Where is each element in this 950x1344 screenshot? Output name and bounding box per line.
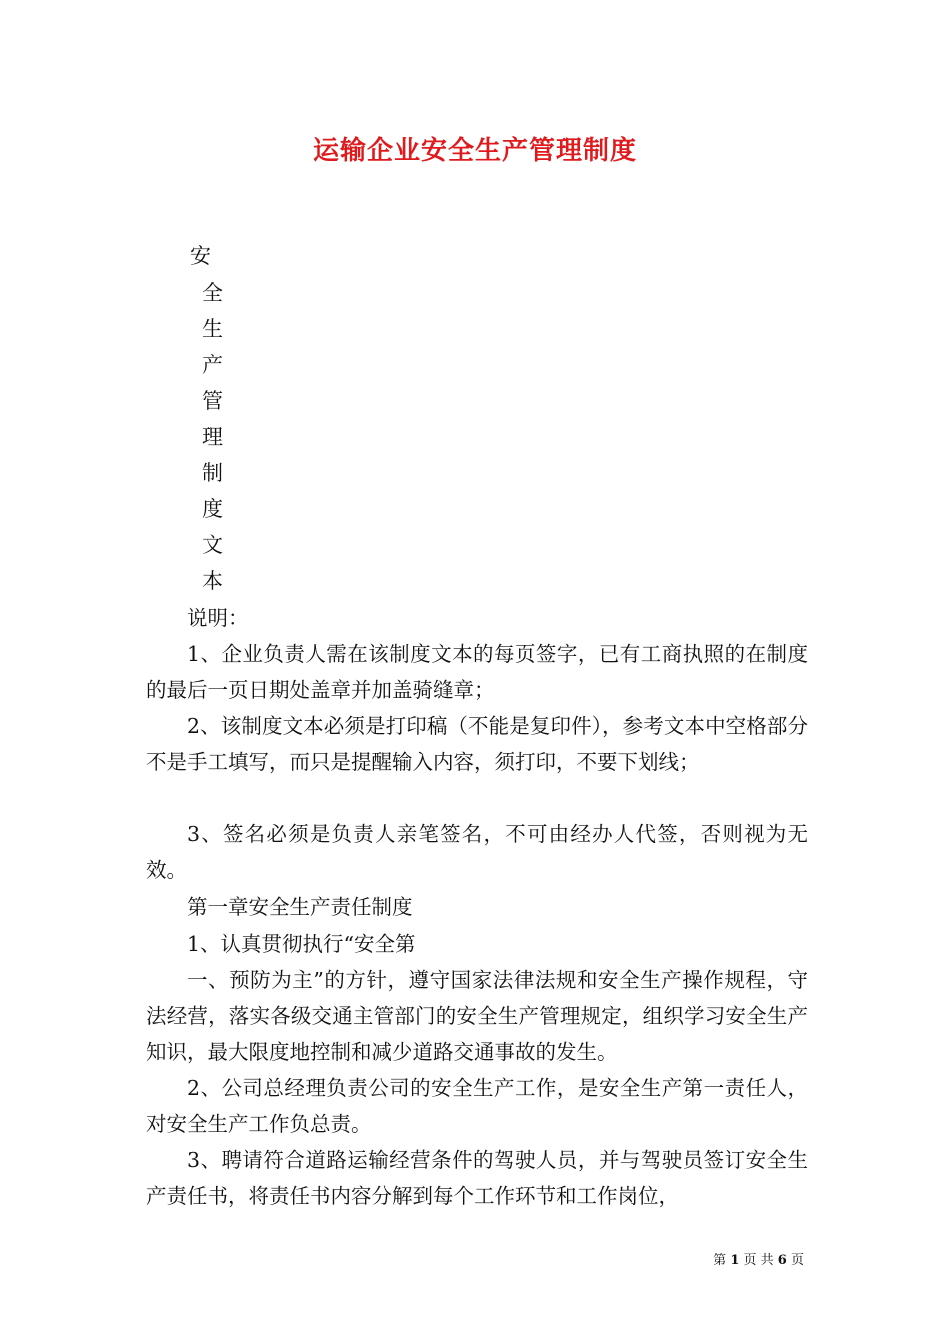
document-title: 运输企业安全生产管理制度: [312, 136, 637, 166]
paragraph-note-heading: 说明：: [187, 606, 249, 630]
vertical-heading-char: 安: [190, 244, 211, 268]
vertical-heading-char: 全: [202, 281, 223, 305]
footer-total-pages: 6: [777, 1253, 787, 1268]
paragraph-item-1-cont: 一、预防为主”的方针，遵守国家法律法规和安全生产操作规程，守法经营，落实各级交通主管部门的安全生产管理规定，组织学习安全生产知识，最大限度地控制和减少道路交通事故的发生。: [146, 968, 808, 1064]
vertical-heading-char: 文: [202, 533, 223, 557]
paragraph-note-1: 1、企业负责人需在该制度文本的每页签字，已有工商执照的在制度的最后一页日期处盖章并加盖骑缝章；: [146, 642, 808, 702]
vertical-heading-char: 理: [202, 425, 223, 449]
footer-page-number: 1: [730, 1253, 740, 1268]
chapter-heading: 第一章安全生产责任制度: [187, 895, 413, 919]
footer-of-label: 页 共: [743, 1253, 774, 1268]
page-footer: [713, 1249, 804, 1268]
paragraph-item-1: 1、认真贯彻执行“安全第: [187, 932, 416, 956]
paragraph-item-3: 3、聘请符合道路运输经营条件的驾驶人员，并与驾驶员签订安全生产责任书，将责任书内容分解到每个工作环节和工作岗位，: [146, 1148, 808, 1208]
footer-end-label: 页: [790, 1253, 804, 1268]
paragraph-note-2: 2、该制度文本必须是打印稿（不能是复印件），参考文本中空格部分不是手工填写，而只是提醒输入内容，须打印，不要下划线；: [146, 714, 808, 774]
vertical-heading-char: 产: [202, 353, 223, 377]
vertical-heading-char: 制: [202, 461, 223, 485]
paragraph-item-2: 2、公司总经理负责公司的安全生产工作，是安全生产第一责任人，对安全生产工作负总责。: [146, 1076, 808, 1136]
vertical-heading-char: 管: [202, 389, 223, 413]
vertical-heading-char: 生: [202, 317, 223, 341]
footer-page-label: 第: [713, 1253, 727, 1268]
paragraph-note-3: 3、签名必须是负责人亲笔签名，不可由经办人代签，否则视为无效。: [146, 822, 808, 882]
vertical-heading-char: 度: [202, 497, 223, 521]
vertical-heading-char: 本: [202, 569, 223, 593]
